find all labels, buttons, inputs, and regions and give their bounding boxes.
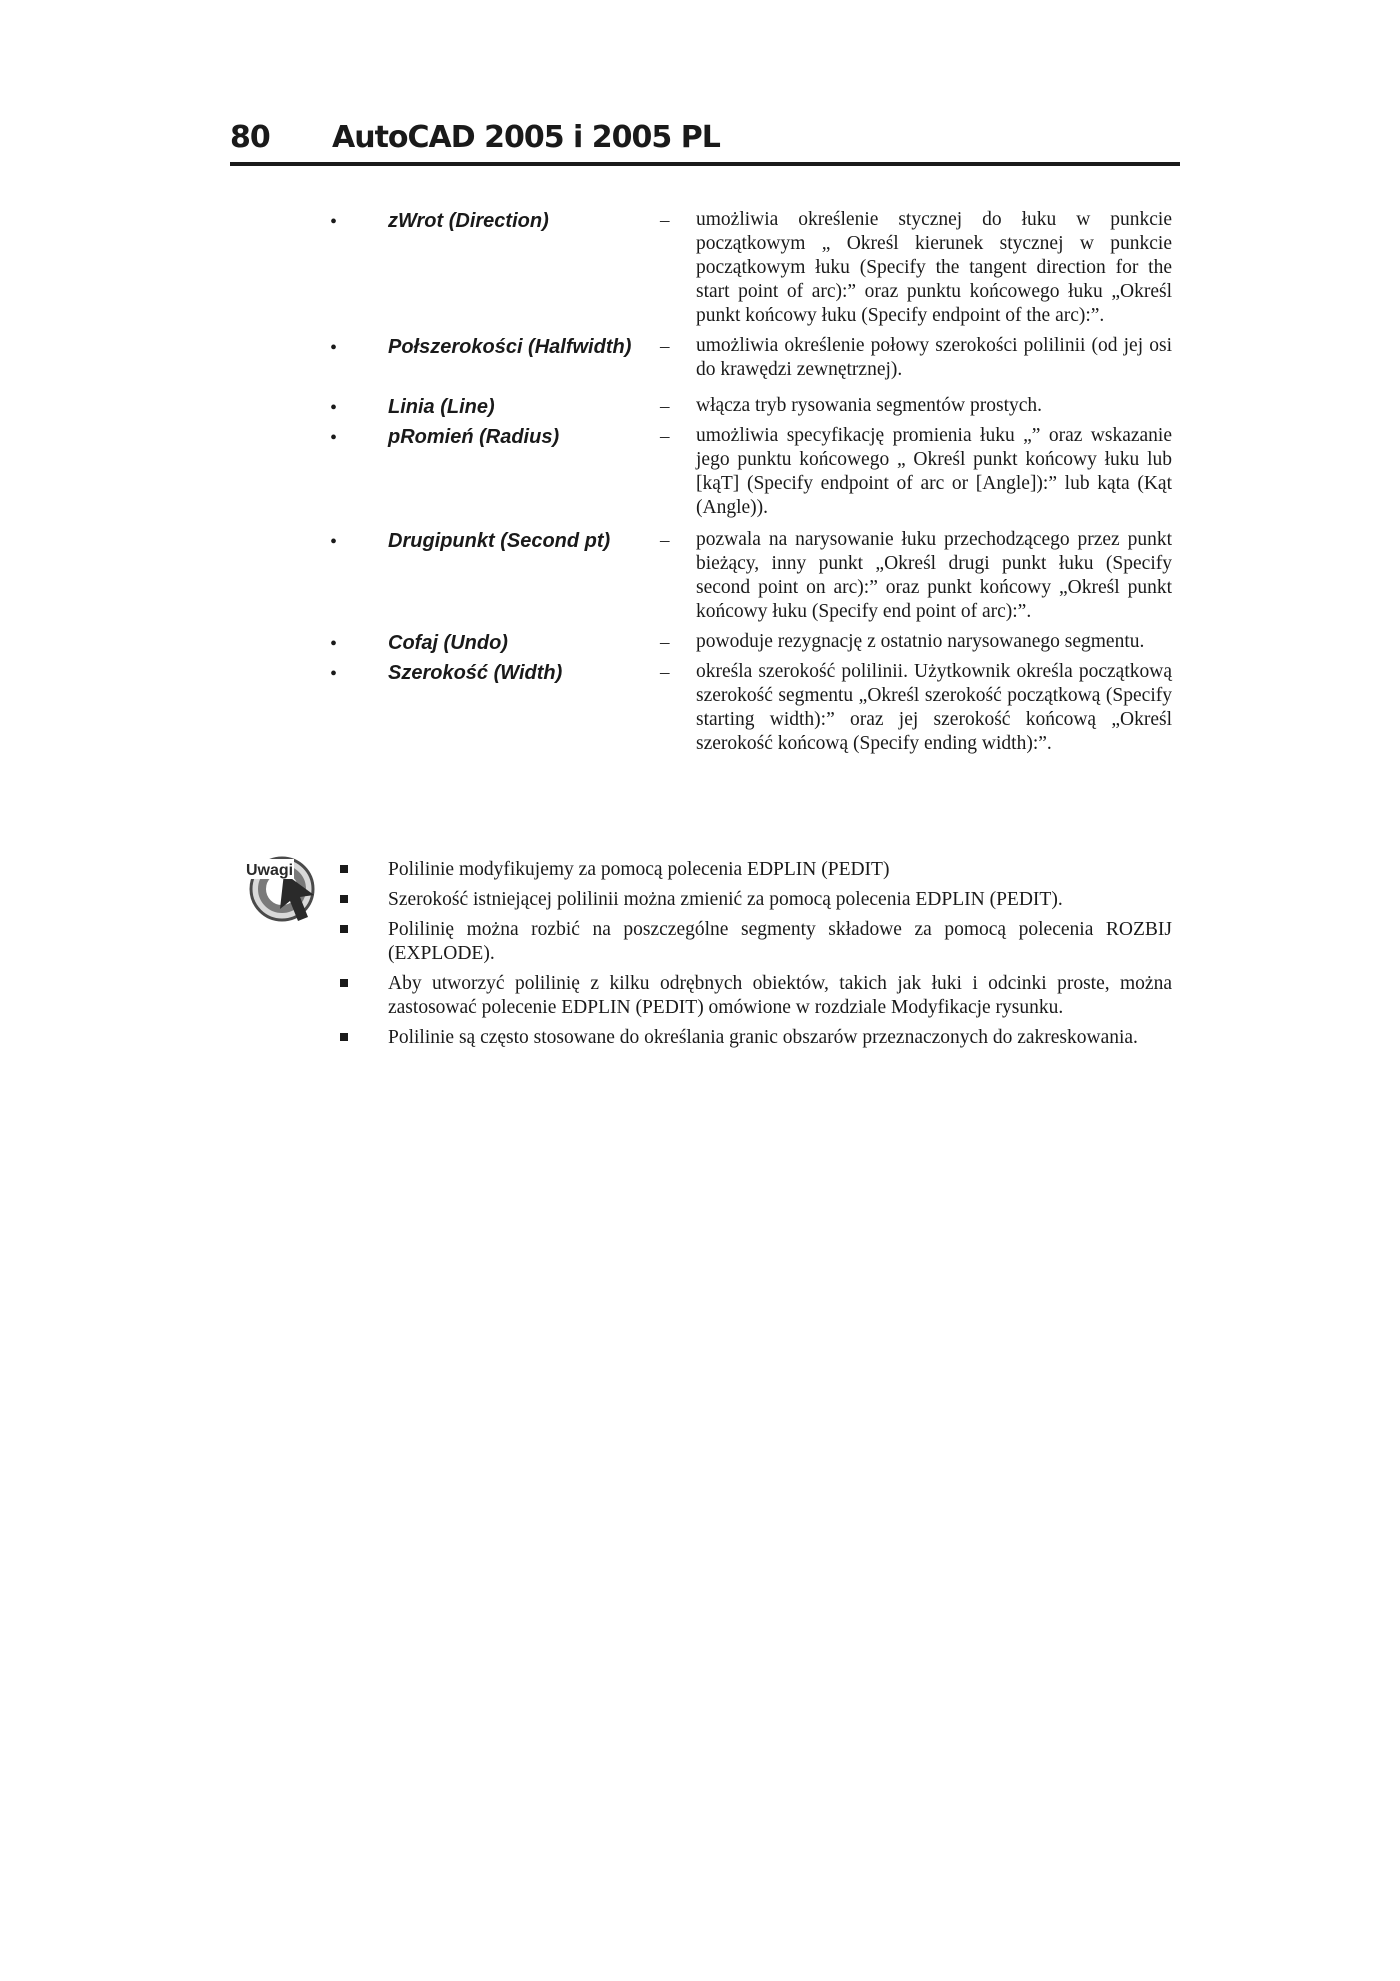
- note-text: Polilinie modyfikujemy za pomocą polecenia EDPLIN (PEDIT): [388, 859, 890, 880]
- bullet-icon: •: [330, 663, 338, 685]
- bullet-icon: •: [330, 337, 338, 359]
- option-dash: –: [660, 662, 670, 683]
- book-title: AutoCAD 2005 i 2005 PL: [332, 120, 720, 155]
- option-name: Połszerokości (Halfwidth): [388, 336, 632, 358]
- option-item: [330, 630, 1172, 654]
- option-dash: –: [660, 396, 670, 417]
- option-item: [330, 394, 1172, 418]
- note-item: [340, 888, 1172, 912]
- option-description: włącza tryb rysowania segmentów prostych.: [696, 395, 1043, 416]
- option-description: umożliwia określenie połowy szerokości polilinii (od jej osi do krawędzi zewnętrznej).: [696, 335, 1172, 380]
- square-bullet-icon: [340, 865, 348, 873]
- note-text: Szerokość istniejącej polilinii można zmienić za pomocą polecenia EDPLIN (PEDIT).: [388, 889, 1063, 910]
- bullet-icon: •: [330, 531, 338, 553]
- option-description: powoduje rezygnację z ostatnio narysowanego segmentu.: [696, 631, 1145, 652]
- note-text: Polilinie są często stosowane do określania granic obszarów przeznaczonych do zakreskowania.: [388, 1027, 1138, 1048]
- notes-icon-label: Uwagi: [246, 862, 294, 879]
- option-name: Cofaj (Undo): [388, 632, 508, 654]
- page-number: 80: [230, 120, 270, 155]
- page-header: [230, 118, 1180, 166]
- option-description: określa szerokość polilinii. Użytkownik określa początkową szerokość segmentu „Określ szerokość początkową (Specify starting width):” oraz jej szerokość końcową „Określ szerokość końcową (Specify ending width):”.: [696, 661, 1172, 754]
- option-description: umożliwia specyfikację promienia łuku „” oraz wskazanie jego punktu końcowego „ Określ punkt końcowy łuku lub [kąT] (Specify endpoint of arc or [Angle]):” lub kąta (Kąt (Angle)).: [696, 425, 1172, 518]
- bullet-icon: •: [330, 211, 338, 233]
- square-bullet-icon: [340, 979, 348, 987]
- note-item: [340, 1026, 1172, 1050]
- option-item: [330, 208, 1172, 328]
- note-item: [340, 918, 1172, 966]
- square-bullet-icon: [340, 925, 348, 933]
- note-text: Aby utworzyć polilinię z kilku odrębnych obiektów, takich jak łuki i odcinki proste, można zastosować polecenie EDPLIN (PEDIT) omówione w rozdziale Modyfikacje rysunku.: [388, 973, 1172, 1018]
- square-bullet-icon: [340, 895, 348, 903]
- option-dash: –: [660, 336, 670, 357]
- bullet-icon: •: [330, 427, 338, 449]
- option-name: zWrot (Direction): [388, 210, 549, 232]
- option-item: [330, 334, 1172, 382]
- option-dash: –: [660, 632, 670, 653]
- option-name: Drugipunkt (Second pt): [388, 530, 611, 552]
- option-list: [330, 208, 1172, 762]
- notes-icon: [244, 845, 324, 929]
- option-name: Szerokość (Width): [388, 662, 563, 684]
- option-name: pRomień (Radius): [388, 426, 560, 448]
- option-description: umożliwia określenie stycznej do łuku w punkcie początkowym „ Określ kierunek stycznej w punkcie początkowym łuku (Specify the tangent direction for the start point of arc):” oraz punktu końcowego łuku „Określ punkt końcowy łuku (Specify endpoint of the arc):”.: [696, 209, 1172, 326]
- bullet-icon: •: [330, 633, 338, 655]
- note-item: [340, 858, 1172, 882]
- note-item: [340, 972, 1172, 1020]
- option-item: [330, 424, 1172, 520]
- option-dash: –: [660, 530, 670, 551]
- notes-list: [340, 858, 1172, 1056]
- option-name: Linia (Line): [388, 396, 495, 418]
- option-dash: –: [660, 426, 670, 447]
- option-dash: –: [660, 210, 670, 231]
- bullet-icon: •: [330, 397, 338, 419]
- square-bullet-icon: [340, 1033, 348, 1041]
- note-text: Polilinię można rozbić na poszczególne segmenty składowe za pomocą polecenia ROZBIJ (EXPLODE).: [388, 919, 1172, 964]
- option-description: pozwala na narysowanie łuku przechodzącego przez punkt bieżący, inny punkt „Określ drugi punkt łuku (Specify second point on arc):” oraz punkt końcowy „Określ punkt końcowy łuku (Specify end point of arc):”.: [696, 529, 1172, 622]
- option-item: [330, 660, 1172, 756]
- option-item: [330, 528, 1172, 624]
